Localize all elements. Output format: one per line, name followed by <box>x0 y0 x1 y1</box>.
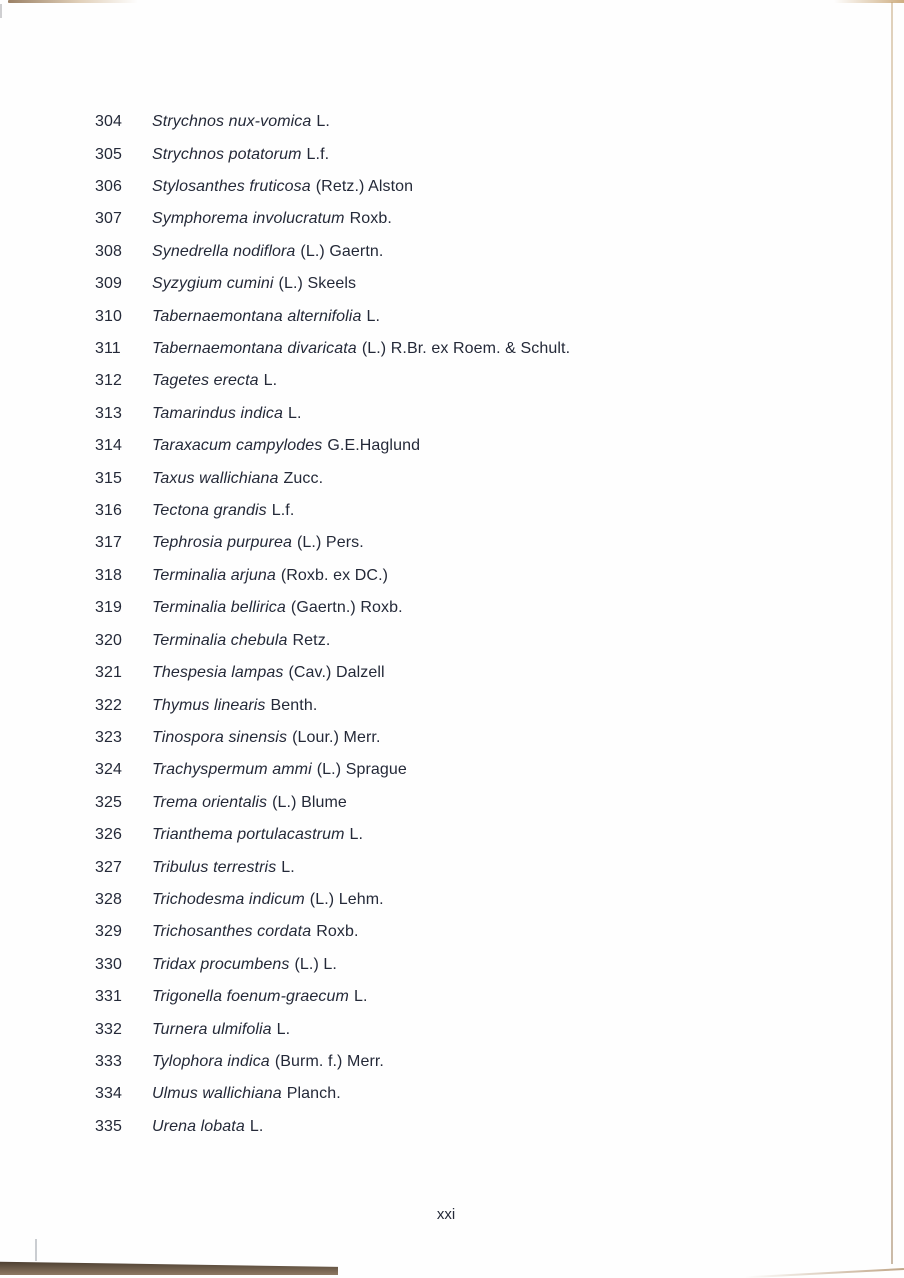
species-name: Urena lobata <box>152 1117 245 1135</box>
list-item <box>95 268 570 300</box>
species-name: Synedrella nodiflora <box>152 242 296 260</box>
author-citation: L. <box>316 113 330 131</box>
list-item <box>95 106 570 138</box>
species-name: Terminalia bellirica <box>152 599 286 617</box>
entry-number: 319 <box>95 599 122 617</box>
entry-number: 320 <box>95 631 122 649</box>
author-citation: (L.) Lehm. <box>309 890 384 908</box>
author-citation: L. <box>249 1117 264 1135</box>
author-citation: L.f. <box>271 502 295 520</box>
list-item <box>95 203 570 235</box>
author-citation: (Lour.) Merr. <box>292 728 381 746</box>
list-item <box>95 689 570 721</box>
author-citation: (Cav.) Dalzell <box>288 664 385 682</box>
entry-number: 331 <box>95 988 122 1006</box>
species-name: Taraxacum campylodes <box>152 437 323 455</box>
species-name: Tamarindus indica <box>152 404 283 422</box>
entry-number: 333 <box>95 1052 122 1070</box>
list-item <box>95 462 570 494</box>
author-citation: (L.) Blume <box>272 793 347 811</box>
species-name: Tephrosia purpurea <box>152 534 292 552</box>
author-citation: (L.) Sprague <box>316 761 407 779</box>
entry-number: 310 <box>95 307 122 325</box>
list-item <box>95 949 570 981</box>
author-citation: (Gaertn.) Roxb. <box>290 599 403 617</box>
list-item <box>95 592 570 624</box>
species-name: Trichosanthes cordata <box>152 923 312 941</box>
author-citation: (Roxb. ex DC.) <box>280 566 389 584</box>
list-item <box>95 722 570 754</box>
species-name: Tridax procumbens <box>152 955 290 973</box>
entry-number: 325 <box>95 793 122 811</box>
author-citation: (Retz.) Alston <box>315 178 414 196</box>
entry-number: 324 <box>95 761 122 779</box>
entry-number: 318 <box>95 566 122 584</box>
page-edge-shadow-top-right <box>834 0 904 3</box>
list-item <box>95 787 570 819</box>
species-name: Terminalia chebula <box>152 631 288 649</box>
species-name: Tylophora indica <box>152 1052 270 1070</box>
list-item <box>95 138 570 170</box>
page-edge-shadow-bottom-right <box>744 1268 904 1278</box>
species-name: Trachyspermum ammi <box>152 761 312 779</box>
species-name: Tribulus terrestris <box>152 858 277 876</box>
list-item <box>95 754 570 786</box>
species-name: Terminalia arjuna <box>152 566 276 584</box>
list-item <box>95 981 570 1013</box>
entry-number: 314 <box>95 437 122 455</box>
species-name: Stylosanthes fruticosa <box>152 178 311 196</box>
entry-number: 313 <box>95 404 122 422</box>
author-citation: Roxb. <box>316 923 359 941</box>
entry-number: 312 <box>95 372 122 390</box>
species-name: Trigonella foenum-graecum <box>152 988 349 1006</box>
entry-number: 317 <box>95 534 122 552</box>
entry-number: 307 <box>95 210 122 228</box>
species-index-list <box>95 106 570 1143</box>
list-item <box>95 1078 570 1110</box>
entry-number: 326 <box>95 826 122 844</box>
page-edge-shadow-right <box>891 2 893 1264</box>
list-item <box>95 300 570 332</box>
entry-number: 305 <box>95 145 122 163</box>
species-name: Strychnos potatorum <box>152 145 302 163</box>
author-citation: (L.) L. <box>294 955 337 973</box>
list-item <box>95 495 570 527</box>
species-name: Trichodesma indicum <box>152 890 305 908</box>
author-citation: (Burm. f.) Merr. <box>274 1052 384 1070</box>
species-name: Turnera ulmifolia <box>152 1020 272 1038</box>
author-citation: (L.) Gaertn. <box>300 242 384 260</box>
species-name: Strychnos nux-vomica <box>152 113 312 131</box>
author-citation: Zucc. <box>283 469 324 487</box>
author-citation: L. <box>349 826 364 844</box>
entry-number: 332 <box>95 1020 122 1038</box>
entry-number: 308 <box>95 242 122 260</box>
list-item <box>95 398 570 430</box>
list-item <box>95 365 570 397</box>
species-name: Symphorema involucratum <box>152 210 345 228</box>
entry-number: 309 <box>95 275 122 293</box>
species-name: Tabernaemontana alternifolia <box>152 307 362 325</box>
author-citation: Retz. <box>292 631 331 649</box>
species-name: Tectona grandis <box>152 502 267 520</box>
species-name: Thespesia lampas <box>152 664 284 682</box>
page-edge-shadow-top-left <box>8 0 138 3</box>
entry-number: 322 <box>95 696 122 714</box>
page-edge-shadow-bottom-left <box>0 1261 338 1275</box>
list-item <box>95 819 570 851</box>
entry-number: 304 <box>95 113 122 131</box>
list-item <box>95 1046 570 1078</box>
species-name: Syzygium cumini <box>152 275 274 293</box>
list-item <box>95 884 570 916</box>
author-citation: L. <box>353 988 368 1006</box>
entry-number: 330 <box>95 955 122 973</box>
entry-number: 327 <box>95 858 122 876</box>
species-name: Thymus linearis <box>152 696 266 714</box>
entry-number: 328 <box>95 890 122 908</box>
author-citation: Planch. <box>286 1085 341 1103</box>
species-name: Tinospora sinensis <box>152 728 288 746</box>
page-edge-tick-bottom-left <box>35 1239 37 1261</box>
author-citation: G.E.Haglund <box>327 437 421 455</box>
author-citation: (L.) Pers. <box>296 534 364 552</box>
list-item <box>95 1111 570 1143</box>
entry-number: 315 <box>95 469 122 487</box>
list-item <box>95 625 570 657</box>
author-citation: Roxb. <box>349 210 392 228</box>
author-citation: (L.) Skeels <box>278 275 357 293</box>
list-item <box>95 657 570 689</box>
species-name: Tabernaemontana divaricata <box>152 340 357 358</box>
page-edge-mark-left <box>0 4 2 18</box>
list-item <box>95 1013 570 1045</box>
author-citation: L. <box>366 307 381 325</box>
author-citation: (L.) R.Br. ex Roem. & Schult. <box>361 340 571 358</box>
list-item <box>95 560 570 592</box>
entry-number: 323 <box>95 728 122 746</box>
list-item <box>95 916 570 948</box>
species-name: Tagetes erecta <box>152 372 259 390</box>
species-name: Ulmus wallichiana <box>152 1085 282 1103</box>
author-citation: L. <box>287 404 302 422</box>
author-citation: L. <box>276 1020 291 1038</box>
author-citation: L. <box>281 858 295 876</box>
species-name: Trianthema portulacastrum <box>152 826 345 844</box>
entry-number: 334 <box>95 1085 122 1103</box>
page-number: xxi <box>436 1206 456 1223</box>
entry-number: 306 <box>95 178 122 196</box>
list-item <box>95 527 570 559</box>
entry-number: 329 <box>95 923 122 941</box>
species-name: Trema orientalis <box>152 793 268 811</box>
entry-number: 321 <box>95 664 122 682</box>
entry-number: 311 <box>95 340 121 358</box>
entry-number: 335 <box>95 1117 122 1135</box>
list-item <box>95 851 570 883</box>
list-item <box>95 236 570 268</box>
species-name: Taxus wallichiana <box>152 469 279 487</box>
author-citation: L.f. <box>306 145 330 163</box>
list-item <box>95 430 570 462</box>
list-item <box>95 333 570 365</box>
entry-number: 316 <box>95 502 122 520</box>
author-citation: Benth. <box>270 696 318 714</box>
author-citation: L. <box>263 372 278 390</box>
list-item <box>95 171 570 203</box>
